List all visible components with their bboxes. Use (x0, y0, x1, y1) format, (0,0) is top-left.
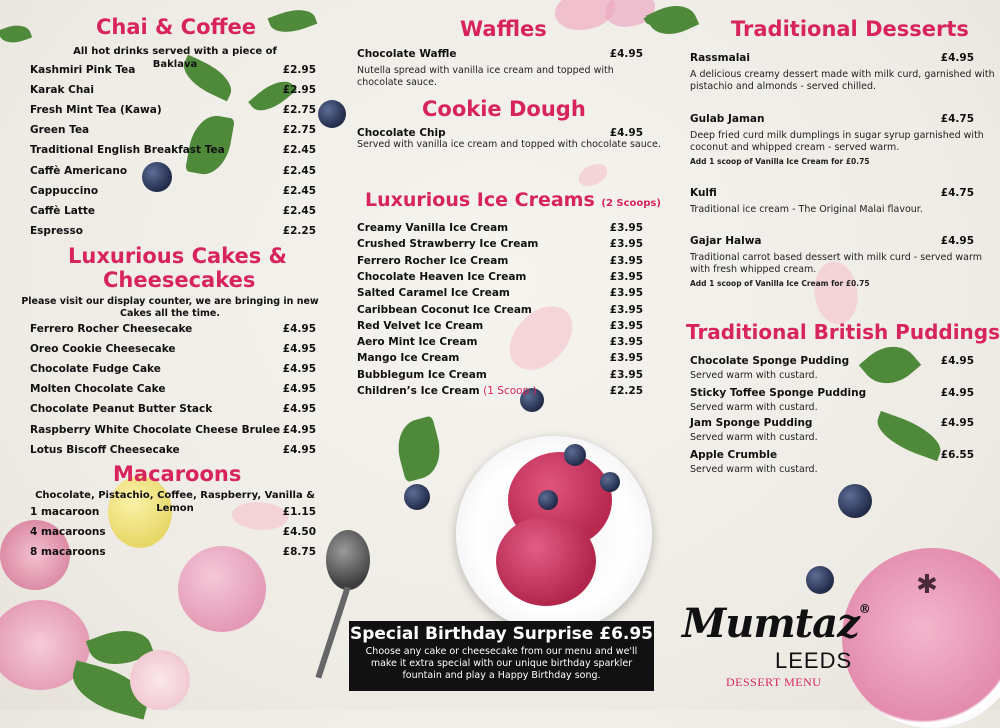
cookie-item-name: Chocolate Chip (357, 127, 446, 139)
cookie-dough-heading: Cookie Dough (422, 97, 586, 121)
chai-subtitle: All hot drinks served with a piece of Baklava (73, 46, 277, 70)
cake-item-name: Chocolate Peanut Butter Stack (30, 403, 213, 416)
icecream-item-name: Red Velvet Ice Cream (357, 319, 484, 332)
icecream-item-name: Ferrero Rocher Ice Cream (357, 254, 509, 267)
chai-item-price: £2.95 (282, 64, 316, 76)
pudding-item-name: Jam Sponge Pudding (690, 417, 813, 429)
icecream-item-name: Creamy Vanilla Ice Cream (357, 222, 509, 234)
blueberry (806, 566, 834, 594)
cake-item-price: £4.95 (282, 363, 316, 376)
dessert-item-desc: Traditional carrot based dessert with milk curd - served warm (690, 252, 982, 263)
pudding-item-name: Chocolate Sponge Pudding (690, 355, 850, 367)
cake-item-price: £4.95 (282, 323, 316, 335)
chai-item-name: Green Tea (30, 124, 90, 137)
dessert-item-desc: pistachio and almonds - served chilled. (690, 81, 877, 92)
icecream-item-price: £3.95 (609, 254, 643, 267)
macaroon-item-price: £1.15 (282, 506, 316, 518)
macaroon-item-name: 8 macaroons (30, 546, 106, 558)
brand-menu-label: DESSERT MENU (726, 675, 822, 689)
macaroons-subtitle: Chocolate, Pistachio, Coffee, Raspberry, Vanilla & Lemon (35, 490, 315, 514)
cake-item-price: £4.95 (282, 383, 316, 396)
spoon-handle (315, 586, 350, 678)
icecream-item-name: Aero Mint Ice Cream (357, 336, 478, 349)
chai-item-name: Karak Chai (30, 84, 94, 97)
waffle-item-price: £4.95 (609, 48, 643, 60)
petal (576, 161, 610, 188)
cake-item-price: £4.95 (282, 423, 316, 436)
birthday-special-box (349, 621, 654, 691)
waffle-item-name: Chocolate Waffle (357, 48, 457, 60)
dessert-item-name: Gulab Jaman (690, 113, 765, 125)
cakes-heading-line2: Cheesecakes (103, 268, 256, 292)
cake-item-price: £4.95 (282, 343, 316, 356)
chai-item-name: Espresso (30, 224, 83, 237)
brand-logo (682, 600, 870, 647)
chai-item-name: Caffè Latte (30, 204, 96, 217)
children-icecream-price: £2.25 (609, 385, 643, 397)
dessert-item-price: £4.95 (940, 52, 974, 64)
pudding-item-desc: Served warm with custard. (690, 402, 818, 413)
icecream-heading (365, 189, 661, 211)
dessert-item-name: Rassmalai (690, 52, 750, 64)
icecream-item-price: £3.95 (609, 352, 643, 365)
chai-item-price: £2.75 (282, 104, 316, 117)
blueberry (142, 162, 172, 192)
chai-item-price: £2.45 (282, 184, 316, 197)
pudding-item-desc: Served warm with custard. (690, 370, 818, 381)
children-icecream (357, 385, 537, 397)
cake-item-price: £4.95 (282, 403, 316, 416)
chai-item-price: £2.45 (282, 144, 316, 157)
waffle-item-desc-line1: Nutella spread with vanilla ice cream and topped with (357, 65, 614, 76)
cake-item-name: Raspberry White Chocolate Cheese Brulee (30, 423, 281, 436)
cakes-subtitle-line1: Please visit our display counter, we are bringing in new (21, 296, 319, 307)
icecream-item-price: £3.95 (609, 238, 643, 251)
dessert-item-desc: Traditional ice cream - The Original Malai flavour. (690, 204, 923, 215)
pudding-item-desc: Served warm with custard. (690, 464, 818, 475)
icecream-heading-suffix: (2 Scoops) (601, 198, 661, 209)
peony-bouquet (0, 510, 200, 710)
chai-item-name: Cappuccino (30, 184, 99, 197)
dessert-item-name: Gajar Halwa (690, 235, 762, 247)
dessert-item-price: £4.95 (940, 235, 974, 247)
icecream-item-name: Chocolate Heaven Ice Cream (357, 270, 527, 283)
cookie-item-desc: Served with vanilla ice cream and topped with chocolate sauce. (357, 139, 661, 150)
blueberry (404, 484, 430, 510)
children-icecream-suffix: (1 Scoop ) (483, 385, 537, 397)
birthday-body: Choose any cake or cheesecake from our menu and we'll make it extra special with our unique birthday sparkler fountain and play a Happy Birthday song. (365, 646, 638, 681)
chai-item-price: £2.45 (282, 164, 316, 177)
birthday-title: Special Birthday Surprise £6.95 (349, 624, 654, 644)
pudding-item-price: £6.55 (940, 449, 974, 461)
dessert-item-note: Add 1 scoop of Vanilla Ice Cream for £0.75 (690, 279, 870, 288)
blueberry (318, 100, 346, 128)
cakes-heading-line1: Luxurious Cakes & (68, 244, 287, 268)
icecream-heading-text: Luxurious Ice Creams (365, 189, 595, 211)
chai-item-price: £2.95 (282, 84, 316, 97)
waffles-heading: Waffles (460, 17, 547, 41)
brand-city: LEEDS (775, 648, 853, 673)
cake-item-name: Chocolate Fudge Cake (30, 363, 161, 376)
chai-item-name: Caffè Americano (30, 164, 128, 177)
dessert-item-desc: coconut and whipped cream - served warm. (690, 142, 900, 153)
icecream-item-price: £3.95 (609, 336, 643, 349)
brand-logo-text: Mumtaz (682, 600, 859, 647)
icecream-item-price: £3.95 (609, 287, 643, 300)
pudding-item-price: £4.95 (940, 417, 974, 429)
icecream-item-price: £3.95 (609, 319, 643, 332)
cake-item-name: Lotus Biscoff Cheesecake (30, 443, 180, 456)
chai-heading: Chai & Coffee (96, 15, 257, 39)
chai-item-name: Traditional English Breakfast Tea (30, 144, 225, 157)
macaroon-item-price: £4.50 (282, 526, 316, 538)
chai-item-price: £2.25 (282, 224, 316, 237)
macaroons-heading: Macaroons (113, 462, 242, 486)
chai-item-price: £2.45 (282, 204, 316, 217)
traditional-desserts-heading: Traditional Desserts (731, 17, 969, 41)
dessert-item-price: £4.75 (940, 187, 974, 199)
macaroon-item-name: 1 macaroon (30, 506, 100, 518)
cakes-subtitle-line2: Cakes all the time. (120, 308, 220, 319)
pudding-item-price: £4.95 (940, 355, 974, 367)
icecream-item-name: Caribbean Coconut Ice Cream (357, 303, 532, 316)
pudding-item-name: Sticky Toffee Sponge Pudding (690, 387, 867, 399)
cookie-item-price: £4.95 (609, 127, 643, 139)
icecream-item-price: £3.95 (609, 303, 643, 316)
dessert-item-desc: Deep fried curd milk dumplings in sugar syrup garnished with (690, 130, 984, 141)
leaf-top-left (0, 20, 32, 47)
spoon (326, 530, 370, 590)
dessert-item-desc: with fresh whipped cream. (690, 264, 817, 275)
dessert-item-price: £4.75 (940, 113, 974, 125)
pudding-item-price: £4.95 (940, 387, 974, 399)
dessert-item-desc: A delicious creamy dessert made with milk curd, garnished with (690, 69, 995, 80)
cake-item-name: Oreo Cookie Cheesecake (30, 343, 176, 356)
ice-cream-bowl (456, 436, 652, 632)
chai-item-name: Fresh Mint Tea (Kawa) (30, 104, 162, 117)
cake-item-name: Molten Chocolate Cake (30, 383, 166, 396)
icecream-item-name: Bubblegum Ice Cream (357, 368, 487, 381)
pudding-item-desc: Served warm with custard. (690, 432, 818, 443)
waffle-item-desc-line2: chocolate sauce. (357, 77, 438, 88)
blueberry (838, 484, 872, 518)
cake-item-name: Ferrero Rocher Cheesecake (30, 323, 193, 335)
icecream-item-price: £3.95 (609, 222, 643, 234)
icecream-item-price: £3.95 (609, 368, 643, 381)
icecream-item-name: Salted Caramel Ice Cream (357, 287, 510, 300)
macaroon-item-name: 4 macaroons (30, 526, 106, 538)
chai-item-name: Kashmiri Pink Tea (30, 64, 136, 76)
macaroon-item-price: £8.75 (282, 546, 316, 558)
icecream-item-name: Crushed Strawberry Ice Cream (357, 238, 539, 251)
chai-item-price: £2.75 (282, 124, 316, 137)
leaf (391, 416, 447, 483)
icecream-item-name: Mango Ice Cream (357, 352, 460, 365)
star-anise-icon: ✱ (916, 570, 938, 600)
icecream-item-price: £3.95 (609, 270, 643, 283)
cake-item-price: £4.95 (282, 443, 316, 456)
dessert-item-name: Kulfi (690, 187, 717, 199)
pudding-item-name: Apple Crumble (690, 449, 778, 461)
british-puddings-heading: Traditional British Puddings (686, 320, 1000, 344)
dessert-item-note: Add 1 scoop of Vanilla Ice Cream for £0.75 (690, 157, 870, 166)
children-icecream-name: Children’s Ice Cream (357, 385, 480, 397)
registered-mark: ® (858, 602, 870, 616)
